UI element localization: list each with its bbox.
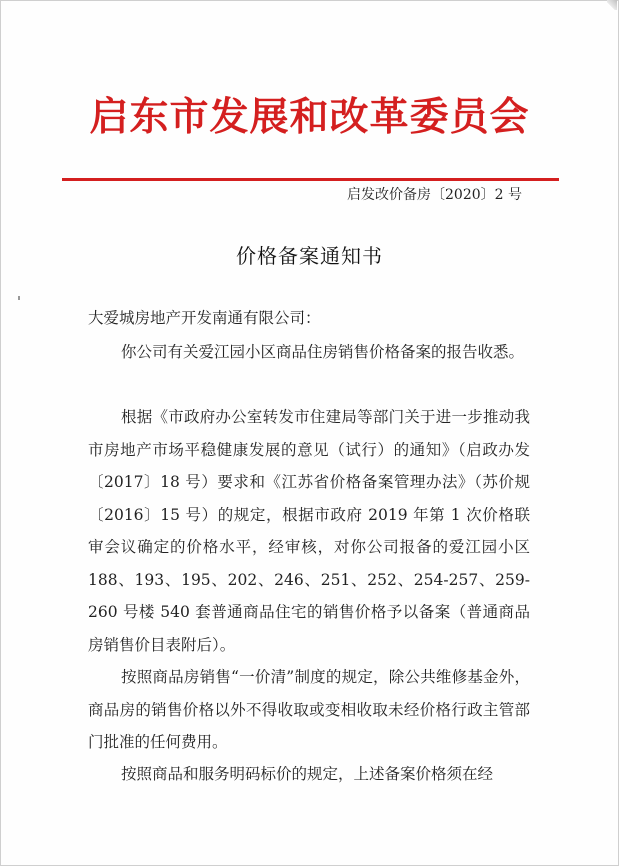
paragraph-price-marking: 按照商品和服务明码标价的规定，上述备案价格须在经 <box>121 765 494 783</box>
red-header-rule <box>62 178 559 181</box>
scan-mark <box>18 296 20 300</box>
recipient-line: 大爱城房地产开发南通有限公司： <box>88 309 321 327</box>
issuing-organization-title: 启东市发展和改革委员会 <box>89 94 530 140</box>
document-number: 启发改价备房〔2020〕2 号 <box>347 187 522 203</box>
paragraph-basis-and-approval: 根据《市政府办公室转发市住建局等部门关于进一步推动我市房地产市场平稳健康发展的意见（试行）的通知》（启政办发〔2017〕18 号）要求和《江苏省价格备案管理办法》（苏价规〔2016〕15 号）的规定，根据市政府 2019 年第 1 次价格联审会议确定的价格水平，经审核，对你公司报备的爱江园小区 188、193、195、202、246、251、252、254-257、259-260 号楼 540 套普通商品住宅的销售价格予以备案（普通商品房销售价目表附后）。 <box>88 408 530 654</box>
page-corner-mark <box>607 0 617 10</box>
paragraph-report-received: 你公司有关爱江园小区商品住房销售价格备案的报告收悉。 <box>121 343 525 361</box>
paragraph-one-price-rule: 按照商品房销售“一价清”制度的规定，除公共维修基金外，商品房的销售价格以外不得收取或变相收取未经价格行政主管部门批准的任何费用。 <box>88 668 530 751</box>
document-heading: 价格备案通知书 <box>236 244 383 268</box>
